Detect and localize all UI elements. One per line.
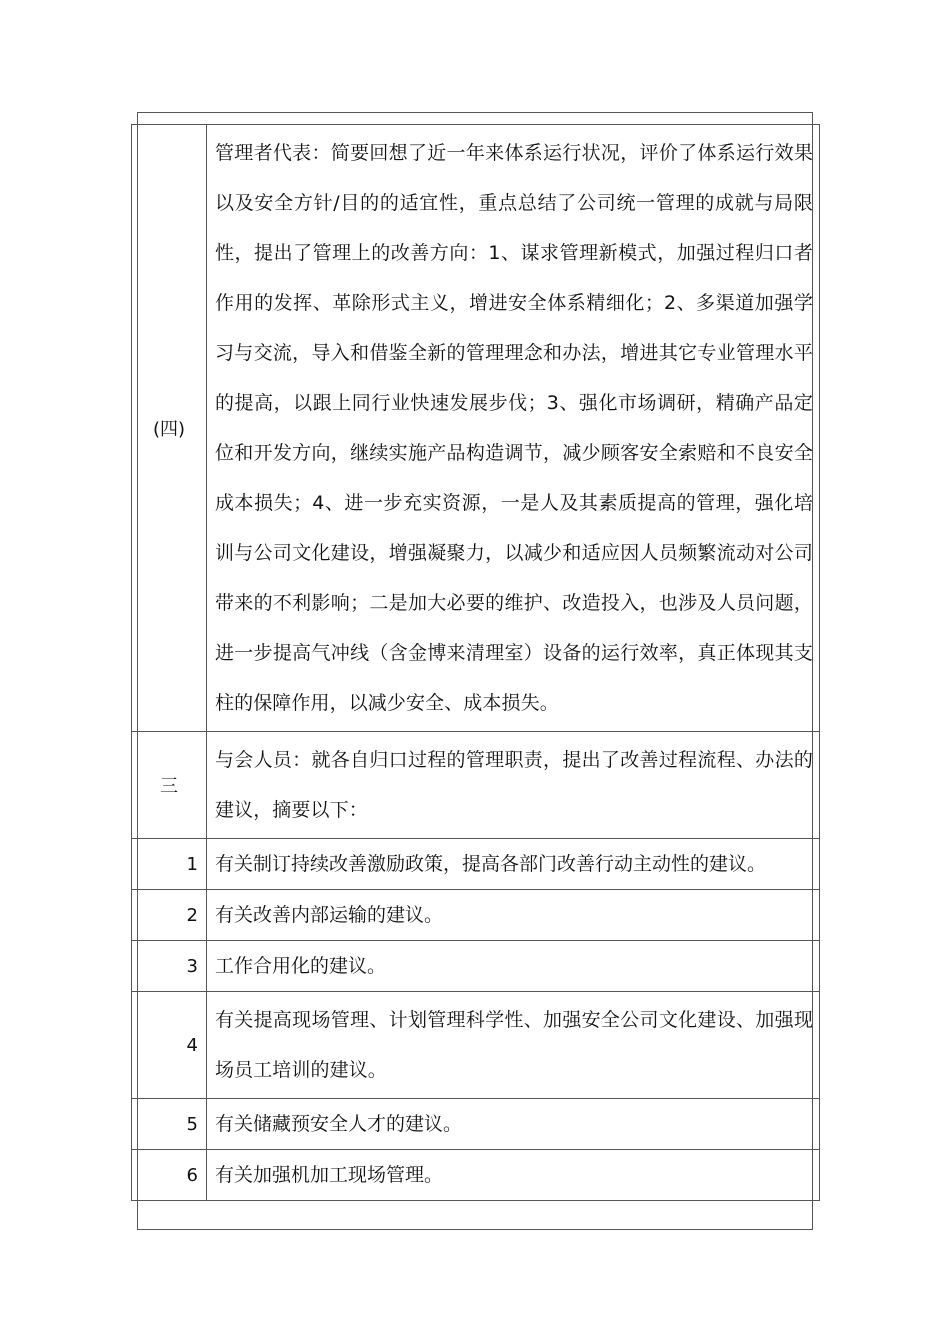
- table-row: [132, 839, 820, 890]
- table-row: [132, 125, 820, 732]
- table-row: [132, 992, 820, 1099]
- table-row: [132, 1099, 820, 1150]
- table-row: [132, 941, 820, 992]
- item-number: 3: [132, 941, 207, 992]
- empty-footer-area: [137, 1178, 813, 1230]
- item-text: 工作合用化的建议。: [207, 941, 820, 992]
- item-number: 5: [132, 1099, 207, 1150]
- item-text: 有关加强机加工现场管理。: [207, 1150, 820, 1201]
- item-number: 4: [132, 992, 207, 1099]
- section-text: 与会人员：就各自归口过程的管理职责，提出了改善过程流程、办法的建议，摘要以下：: [207, 732, 820, 839]
- item-number: 1: [132, 839, 207, 890]
- item-text: 有关制订持续改善激励政策，提高各部门改善行动主动性的建议。: [207, 839, 820, 890]
- minutes-table: [131, 124, 820, 1201]
- section-text: 管理者代表：简要回想了近一年来体系运行状况，评价了体系运行效果以及安全方针/目的的适宜性，重点总结了公司统一管理的成就与局限性，提出了管理上的改善方向：1、谋求管理新模式，加强过程归口者作用的发挥、革除形式主义，增进安全体系精细化；2、多渠道加强学习与交流，导入和借鉴全新的管理理念和办法，增进其它专业管理水平的提高，以跟上同行业快速发展步伐；3、强化市场调研，精确产品定位和开发方向，继续实施产品构造调节，减少顾客安全索赔和不良安全成本损失；4、进一步充实资源，一是人及其素质提高的管理，强化培训与公司文化建设，增强凝聚力，以减少和适应因人员频繁流动对公司带来的不利影响；二是加大必要的维护、改造投入，也涉及人员问题，进一步提高气冲线（含金博来清理室）设备的运行效率，真正体现其支柱的保障作用，以减少安全、成本损失。: [207, 125, 820, 732]
- table-row: [132, 890, 820, 941]
- item-number: 2: [132, 890, 207, 941]
- item-text: 有关改善内部运输的建议。: [207, 890, 820, 941]
- table-row: [132, 732, 820, 839]
- item-text: 有关储藏预安全人才的建议。: [207, 1099, 820, 1150]
- section-label: (四): [132, 125, 207, 732]
- item-number: 6: [132, 1150, 207, 1201]
- item-text: 有关提高现场管理、计划管理科学性、加强安全公司文化建设、加强现场员工培训的建议。: [207, 992, 820, 1099]
- section-label: 三: [132, 732, 207, 839]
